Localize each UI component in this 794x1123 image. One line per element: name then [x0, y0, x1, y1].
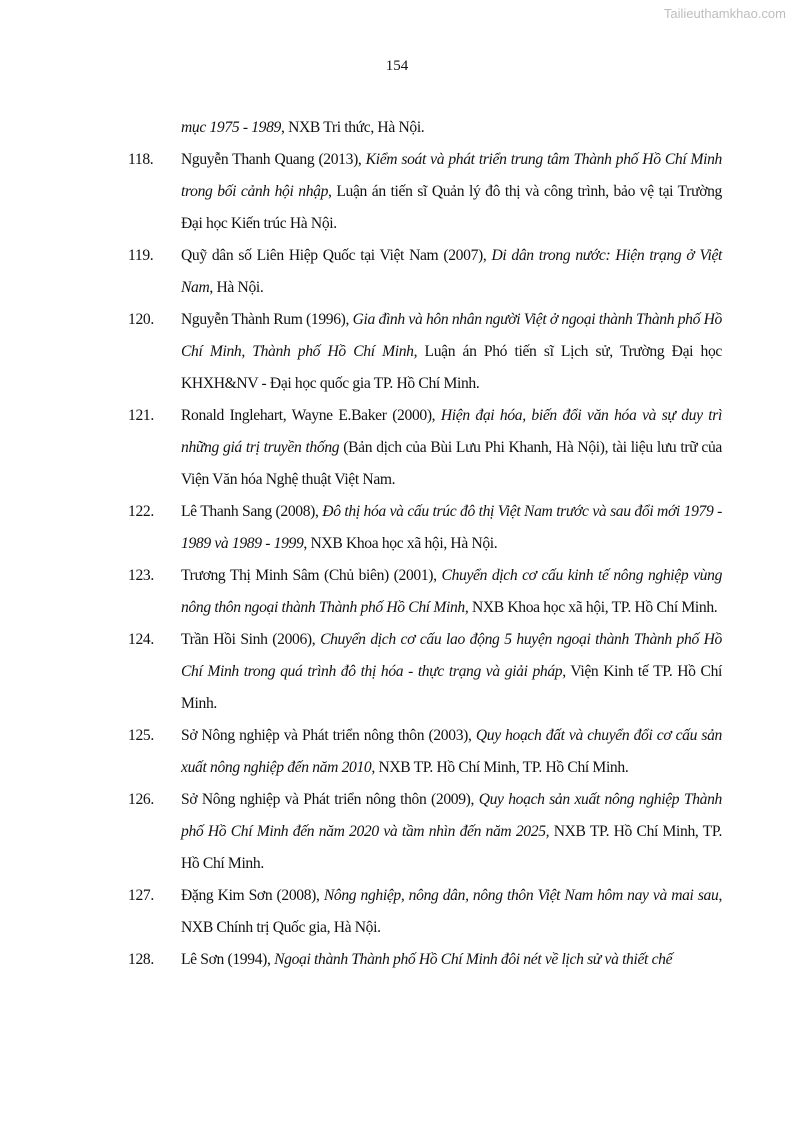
reference-tail: NXB Khoa học xã hội, TP. Hồ Chí Minh.: [468, 599, 718, 616]
reference-title: Di dân trong nước: Hiện trạng ở Việt Nam: [181, 247, 722, 296]
reference-author: Trần Hồi Sinh (2006),: [181, 631, 321, 648]
reference-title: Kiểm soát và phát triển trung tâm Thành phố Hồ Chí Minh trong bối cảnh hội nhập: [181, 151, 722, 200]
reference-item: [0, 400, 794, 496]
reference-number: 124.: [128, 631, 154, 648]
reference-number: 125.: [128, 727, 154, 744]
reference-number: 122.: [128, 503, 154, 520]
reference-item: [0, 560, 794, 624]
reference-number: 123.: [128, 567, 154, 584]
reference-title: mục 1975 - 1989: [181, 119, 281, 136]
reference-tail: Luận án Phó tiến sĩ Lịch sử, Trường Đại học KHXH&NV - Đại học quốc gia TP. Hồ Chí Minh.: [181, 343, 722, 392]
reference-item: [0, 880, 794, 944]
reference-title: Gia đình và hôn nhân người Việt ở ngoại thành Thành phố Hồ Chí Minh, Thành phố Hồ Chí Minh,: [181, 311, 722, 360]
reference-item: [0, 304, 794, 400]
watermark: Tailieuthamkhao.com: [663, 6, 786, 21]
reference-item: [0, 784, 794, 880]
reference-number: 121.: [128, 407, 154, 424]
reference-author: Sở Nông nghiệp và Phát triển nông thôn (2003),: [181, 727, 476, 744]
reference-item: [0, 720, 794, 784]
reference-number: 119.: [128, 247, 154, 264]
reference-author: Nguyễn Thanh Quang (2013),: [181, 151, 366, 168]
reference-number: 126.: [128, 791, 154, 808]
reference-tail: , Luận án tiến sĩ Quản lý đô thị và công trình, bảo vệ tại Trường Đại học Kiến trúc Hà Nội.: [181, 183, 722, 232]
reference-author: Quỹ dân số Liên Hiệp Quốc tại Việt Nam (2007),: [181, 247, 492, 264]
reference-author: Lê Sơn (1994),: [181, 951, 275, 968]
reference-title: Quy hoạch đất và chuyển đổi cơ cấu sản xuất nông nghiệp đến năm 2010,: [181, 727, 722, 776]
reference-title: Nông nghiệp, nông dân, nông thôn Việt Nam hôm nay và mai sau: [323, 887, 719, 904]
reference-continuation: [0, 112, 794, 144]
reference-tail: NXB TP. Hồ Chí Minh, TP. Hồ Chí Minh.: [181, 823, 723, 872]
reference-item: [0, 944, 794, 976]
reference-title: Chuyển dịch cơ cấu kinh tế nông nghiệp vùng nông thôn ngoại thành Thành phố Hồ Chí Minh,: [181, 567, 723, 616]
reference-tail: , NXB Khoa học xã hội, Hà Nội.: [303, 535, 498, 552]
reference-author: Sở Nông nghiệp và Phát triển nông thôn (2009),: [181, 791, 479, 808]
reference-item: [0, 496, 794, 560]
reference-title: Quy hoạch sản xuất nông nghiệp Thành phố Hồ Chí Minh đến năm 2020 và tầm nhìn đến năm 2025,: [181, 791, 722, 840]
reference-tail: , Hà Nội.: [209, 279, 264, 296]
reference-tail: , NXB Tri thức, Hà Nội.: [281, 119, 425, 136]
reference-number: 128.: [128, 951, 154, 968]
reference-tail: , NXB Chính trị Quốc gia, Hà Nội.: [181, 887, 722, 936]
reference-number: 127.: [128, 887, 154, 904]
reference-title: Đô thị hóa và cấu trúc đô thị Việt Nam trước và sau đổi mới 1979 - 1989 và 1989 - 1999: [181, 503, 722, 552]
reference-item: [0, 240, 794, 304]
page-number: 154: [385, 58, 409, 74]
reference-tail: NXB TP. Hồ Chí Minh, TP. Hồ Chí Minh.: [374, 759, 629, 776]
reference-list: [0, 112, 794, 976]
reference-title: Chuyển dịch cơ cấu lao động 5 huyện ngoại thành Thành phố Hồ Chí Minh trong quá trình đô thị hóa - thực trạng và giải pháp,: [181, 631, 723, 680]
reference-author: Đặng Kim Sơn (2008),: [181, 887, 324, 904]
reference-item: [0, 144, 794, 240]
reference-author: Ronald Inglehart, Wayne E.Baker (2000),: [181, 407, 441, 424]
reference-tail: Viện Kinh tế TP. Hồ Chí Minh.: [181, 663, 722, 712]
reference-author: Lê Thanh Sang (2008),: [181, 503, 323, 520]
reference-number: 120.: [128, 311, 154, 328]
reference-title: Hiện đại hóa, biến đổi văn hóa và sự duy trì những giá trị truyền thống: [181, 407, 722, 456]
reference-number: 118.: [128, 151, 154, 168]
reference-author: Nguyễn Thành Rum (1996),: [181, 311, 353, 328]
reference-tail: (Bản dịch của Bùi Lưu Phi Khanh, Hà Nội), tài liệu lưu trữ của Viện Văn hóa Nghệ thuật Việt Nam.: [181, 439, 722, 488]
reference-author: Trương Thị Minh Sâm (Chủ biên) (2001),: [181, 567, 442, 584]
reference-item: [0, 624, 794, 720]
reference-title: Ngoại thành Thành phố Hồ Chí Minh đôi nét về lịch sử và thiết chế: [274, 951, 673, 968]
